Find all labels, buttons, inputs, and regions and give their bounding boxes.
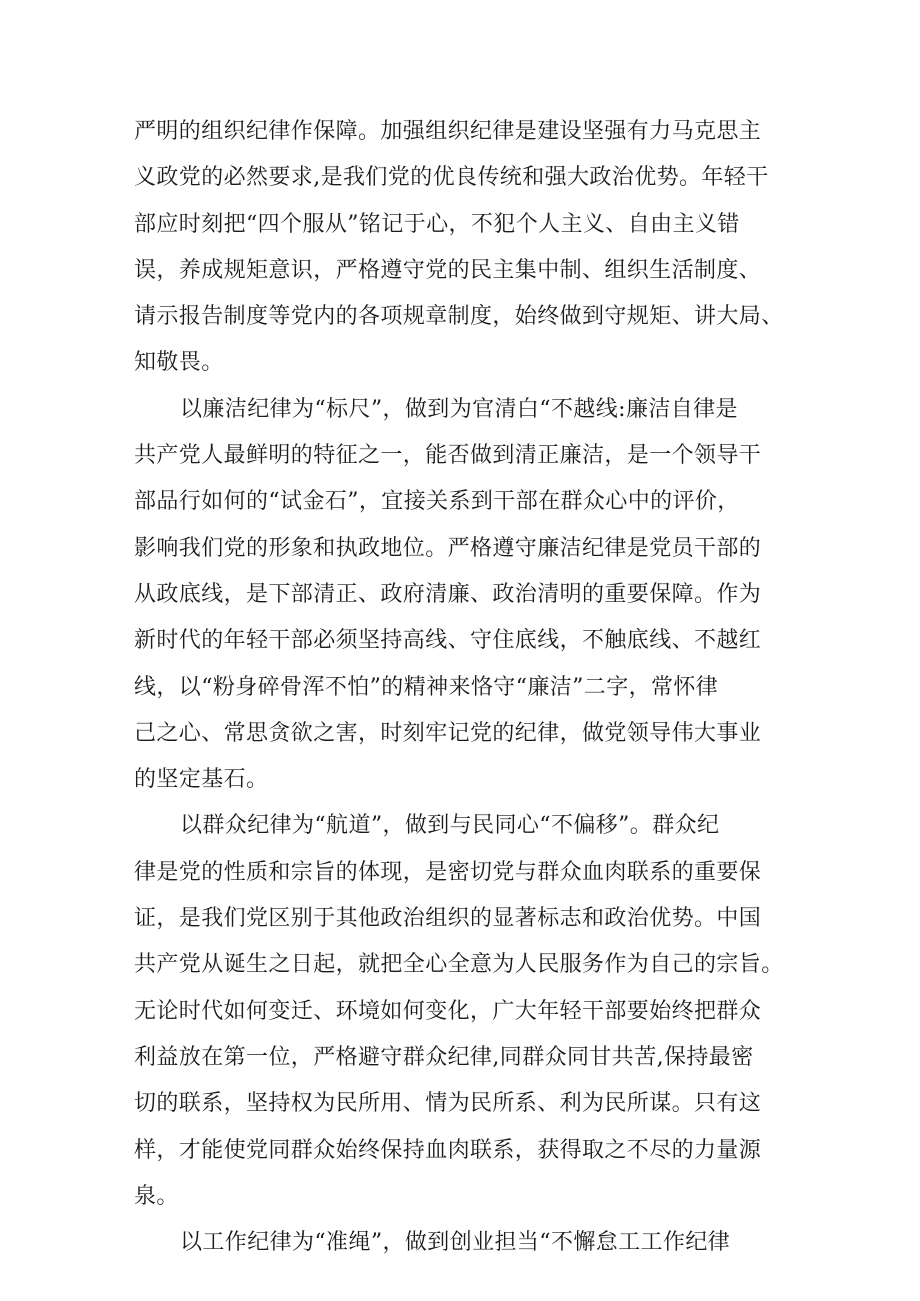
text-line: 误，养成规矩意识，严格遵守党的民主集中制、组织生活制度、 — [134, 257, 762, 283]
paragraph-first-line: 以群众纪律为“航道”，做到与民同心“不偏移”。群众纪 — [180, 813, 720, 839]
text-line: 切的联系，坚持权为民所用、情为民所系、利为民所谋。只有这 — [134, 1091, 762, 1117]
text-line: 线，以“粉身碎骨浑不怕”的精神来恪守“廉洁”二字，常怀律 — [134, 674, 719, 700]
text-line: 共产党从诞生之日起，就把全心全意为人民服务作为自己的宗旨。 — [134, 952, 784, 978]
text-line: 的坚定基石。 — [134, 767, 269, 793]
text-line: 样，才能使党同群众始终保持血肉联系，获得取之不尽的力量源 — [134, 1137, 762, 1163]
text-line: 义政党的必然要求,是我们党的优良传统和强大政治优势。年轻干 — [134, 165, 769, 191]
text-line: 从政底线，是下部清正、政府清廉、政治清明的重要保障。作为 — [134, 581, 762, 607]
text-line: 新时代的年轻干部必须坚持高线、守住底线，不触底线、不越红 — [134, 628, 762, 654]
text-line: 泉。 — [134, 1183, 179, 1209]
text-line: 无论时代如何变迁、环境如何变化，广大年轻干部要始终把群众 — [134, 998, 762, 1024]
text-line: 请示报告制度等党内的各项规章制度，始终做到守规矩、讲大局、 — [134, 304, 784, 330]
text-line: 知敬畏。 — [134, 350, 224, 376]
paragraph-first-line: 以工作纪律为“准绳”，做到创业担当“不懈怠工工作纪律 — [180, 1230, 731, 1256]
text-line: 部应时刻把“四个服从”铭记于心，不犯个人主义、自由主义错 — [134, 211, 740, 237]
text-line: 部品行如何的“试金石”，宜接关系到干部在群众心中的评价， — [134, 489, 740, 515]
text-line: 利益放在第一位，严格避守群众纪律,同群众同甘共苦,保持最密 — [134, 1044, 754, 1070]
text-line: 证，是我们党区别于其他政治组织的显著标志和政治优势。中国 — [134, 906, 762, 932]
text-line: 律是党的性质和宗旨的体现，是密切党与群众血肉联系的重要保 — [134, 859, 762, 885]
text-line: 共产党人最鲜明的特征之一，能否做到清正廉洁，是一个领导干 — [134, 443, 762, 469]
text-line: 严明的组织纪律作保障。加强组织纪律是建设坚强有力马克思主 — [134, 119, 762, 144]
paragraph-first-line: 以廉洁纪律为“标尺”，做到为官清白“不越线:廉洁自律是 — [180, 396, 738, 422]
text-line: 影响我们党的形象和执政地位。严格遵守廉洁纪律是党员干部的 — [134, 535, 762, 561]
text-line: 己之心、常思贪欲之害，时刻牢记党的纪律，做党领导伟大事业 — [134, 720, 762, 746]
body-text — [134, 109, 794, 1266]
